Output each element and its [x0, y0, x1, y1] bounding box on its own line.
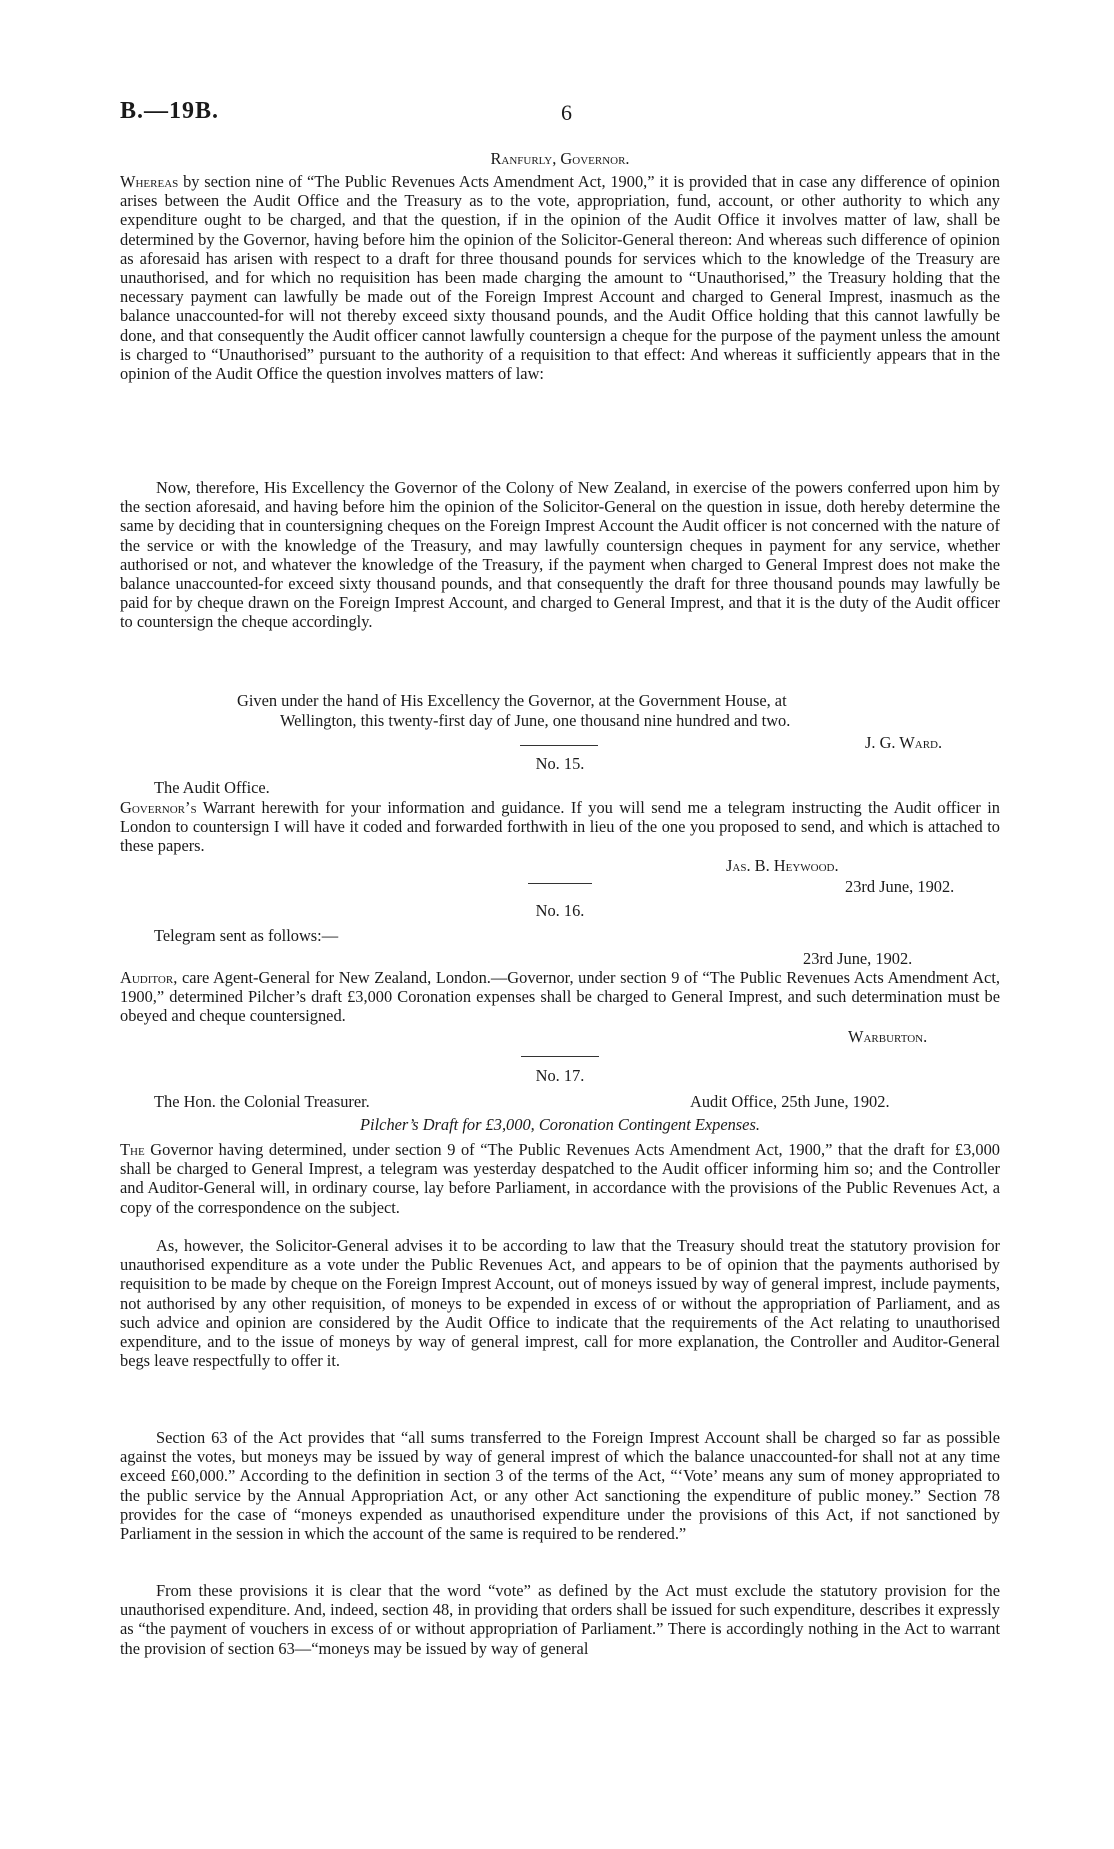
no15-addressee: The Audit Office. [154, 778, 270, 797]
no17-paragraph-1 [120, 1140, 1000, 1217]
given-line-1: Given under the hand of His Excellency the Governor, at the Government House, at [237, 691, 787, 710]
proclamation-now-therefore: Now, therefore, His Excellency the Governor of the Colony of New Zealand, in exercise of the powers conferred upon him by the section aforesaid, and having before him the opinion of the Solicitor-General on the question in issue, doth hereby determine the same by deciding that in countersigning cheques on the Foreign Imprest Account the Audit officer is not concerned with the nature of the service or with the knowledge of the Treasury, and may lawfully countersign cheques in payment for any service, whether authorised or not, and whatever the knowledge of the Treasury, if the payment when charged to General Imprest does not make the balance unaccounted-for exceed sixty thousand pounds, and that consequently the draft for three thousand pounds may lawfully be paid for by cheque drawn on the Foreign Imprest Account, and charged to General Imprest, and that it is the duty of the Audit officer to countersign the cheque accordingly. [120, 478, 1000, 632]
divider [528, 883, 592, 884]
no16-intro: Telegram sent as follows:— [154, 926, 339, 945]
signature-ward: J. G. Ward. [865, 733, 943, 752]
no17-heading: No. 17. [535, 1066, 585, 1085]
no16-heading: No. 16. [535, 901, 585, 920]
no17-lead: The [120, 1140, 145, 1159]
page-number: 6 [561, 100, 572, 125]
series-code: B.—19B. [120, 98, 220, 124]
no17-paragraph-4: From these provisions it is clear that the word “vote” as defined by the Act must exclude the statutory provision for the unauthorised expenditure. And, indeed, section 48, in providing that orders shall be issued for such expenditure, describes it expressly as “the payment of vouchers in excess of or without appropriation of Parliament.” There is accordingly nothing in the Act to warrant the provision of section 63—“moneys may be issued by way of general [120, 1581, 1000, 1658]
signature-warburton: Warburton. [848, 1027, 928, 1046]
no15-lead: Governor’s [120, 798, 197, 817]
no17-place-date: Audit Office, 25th June, 1902. [690, 1092, 890, 1111]
no17-p1-text: Governor having determined, under section 9 of “The Public Revenues Acts Amendment Act, 1900,” that the draft for £3,000 shall be charged to General Imprest, a telegram was yesterday despatched to the Audit officer informing him so; and the Controller and Auditor-General will, in ordinary course, lay before Parliament, in accordance with the provisions of the Public Revenues Act, a copy of the correspondence on the subject. [120, 1140, 1000, 1217]
no15-heading: No. 15. [535, 754, 585, 773]
given-line-2: Wellington, this twenty-first day of June, one thousand nine hundred and two. [280, 711, 791, 730]
no17-paragraph-3: Section 63 of the Act provides that “all sums transferred to the Foreign Imprest Account shall be charged so far as possible against the votes, but moneys may be issued by way of general imprest of which the balance unaccounted-for shall not at any time exceed £60,000.” According to the definition in section 3 of the terms of the Act, “‘Vote’ means any sum of money appropriated to the public service by the Annual Appropriation Act, or any other Act sanctioning the expenditure of public money.” Section 78 provides for the case of “moneys expended as unauthorised expenditure under the provisions of this Act, if not sanctioned by Parliament in the session in which the account of the same is required to be rendered.” [120, 1428, 1000, 1544]
no16-text: care Agent-General for New Zealand, London.—Governor, under section 9 of “The Public Revenues Acts Amendment Act, 1900,” determined Pilcher’s draft £3,000 Coronation expenses shall be charged to General Imprest, and such determination must be obeyed and cheque countersigned. [120, 968, 1000, 1026]
divider [520, 745, 598, 746]
proclamation-whereas [120, 172, 1000, 383]
no16-date: 23rd June, 1902. [803, 949, 913, 968]
no17-subject: Pilcher’s Draft for £3,000, Coronation Contingent Expenses. [360, 1115, 760, 1134]
no15-body [120, 798, 1000, 856]
whereas-body: by section nine of “The Public Revenues Acts Amendment Act, 1900,” it is provided that in case any difference of opinion arises between the Audit Office and the Treasury as to the vote, appropriation, fund, account, or other authority to which any expenditure ought to be charged, and that the question, if in the opinion of the Audit Office it involves matter of law, shall be determined by the Governor, having before him the opinion of the Solicitor-General thereon: And whereas such difference of opinion as aforesaid has arisen with respect to a draft for three thousand pounds for services which to the knowledge of the Treasury are unauthorised, and for which no requisition has been made charging the amount to “Unauthorised,” the Treasury holding that the necessary payment can lawfully be made out of the Foreign Imprest Account and charged to General Imprest, inasmuch as the balance unaccounted-for will not thereby exceed sixty thousand pounds, and the Audit Office holding that this cannot lawfully be done, and that consequently the Audit officer cannot lawfully countersign a cheque for the purpose of the payment unless the amount is charged to “Unauthorised” pursuant to the authority of a requisition to that effect: And whereas it sufficiently appears that in the opinion of the Audit Office the question involves matters of law: [120, 172, 1000, 384]
divider [521, 1056, 599, 1057]
no17-paragraph-2: As, however, the Solicitor-General advises it to be according to law that the Treasury should treat the statutory provision for unauthorised expenditure as a vote under the Public Revenues Act, and appears to be of opinion that the payments authorised by requisition to be made by cheque on the Foreign Imprest Account, out of moneys issued by way of general imprest, include payments, not authorised by any other requisition, of moneys to be expended in excess of or without the appropriation of Parliament, and as such advice and opinion are considered by the Audit Office to indicate that the requirements of the Act relating to unauthorised expenditure, and to the issue of moneys by way of general imprest, call for more explanation, the Controller and Auditor-General begs leave respectfully to offer it. [120, 1236, 1000, 1371]
no16-lead: Auditor, [120, 968, 178, 987]
whereas-lead: Whereas [120, 172, 179, 191]
no17-addressee: The Hon. the Colonial Treasurer. [154, 1092, 370, 1111]
no15-date: 23rd June, 1902. [845, 877, 955, 896]
no16-body [120, 968, 1000, 1026]
proclamation-title: Ranfurly, Governor. [490, 149, 630, 168]
signature-heywood: Jas. B. Heywood. [726, 856, 839, 875]
no15-text: Warrant herewith for your information and guidance. If you will send me a telegram instructing the Audit officer in London to countersign I will have it coded and forwarded forthwith in lieu of the one you proposed to send, and which is attached to these papers. [120, 798, 1000, 856]
